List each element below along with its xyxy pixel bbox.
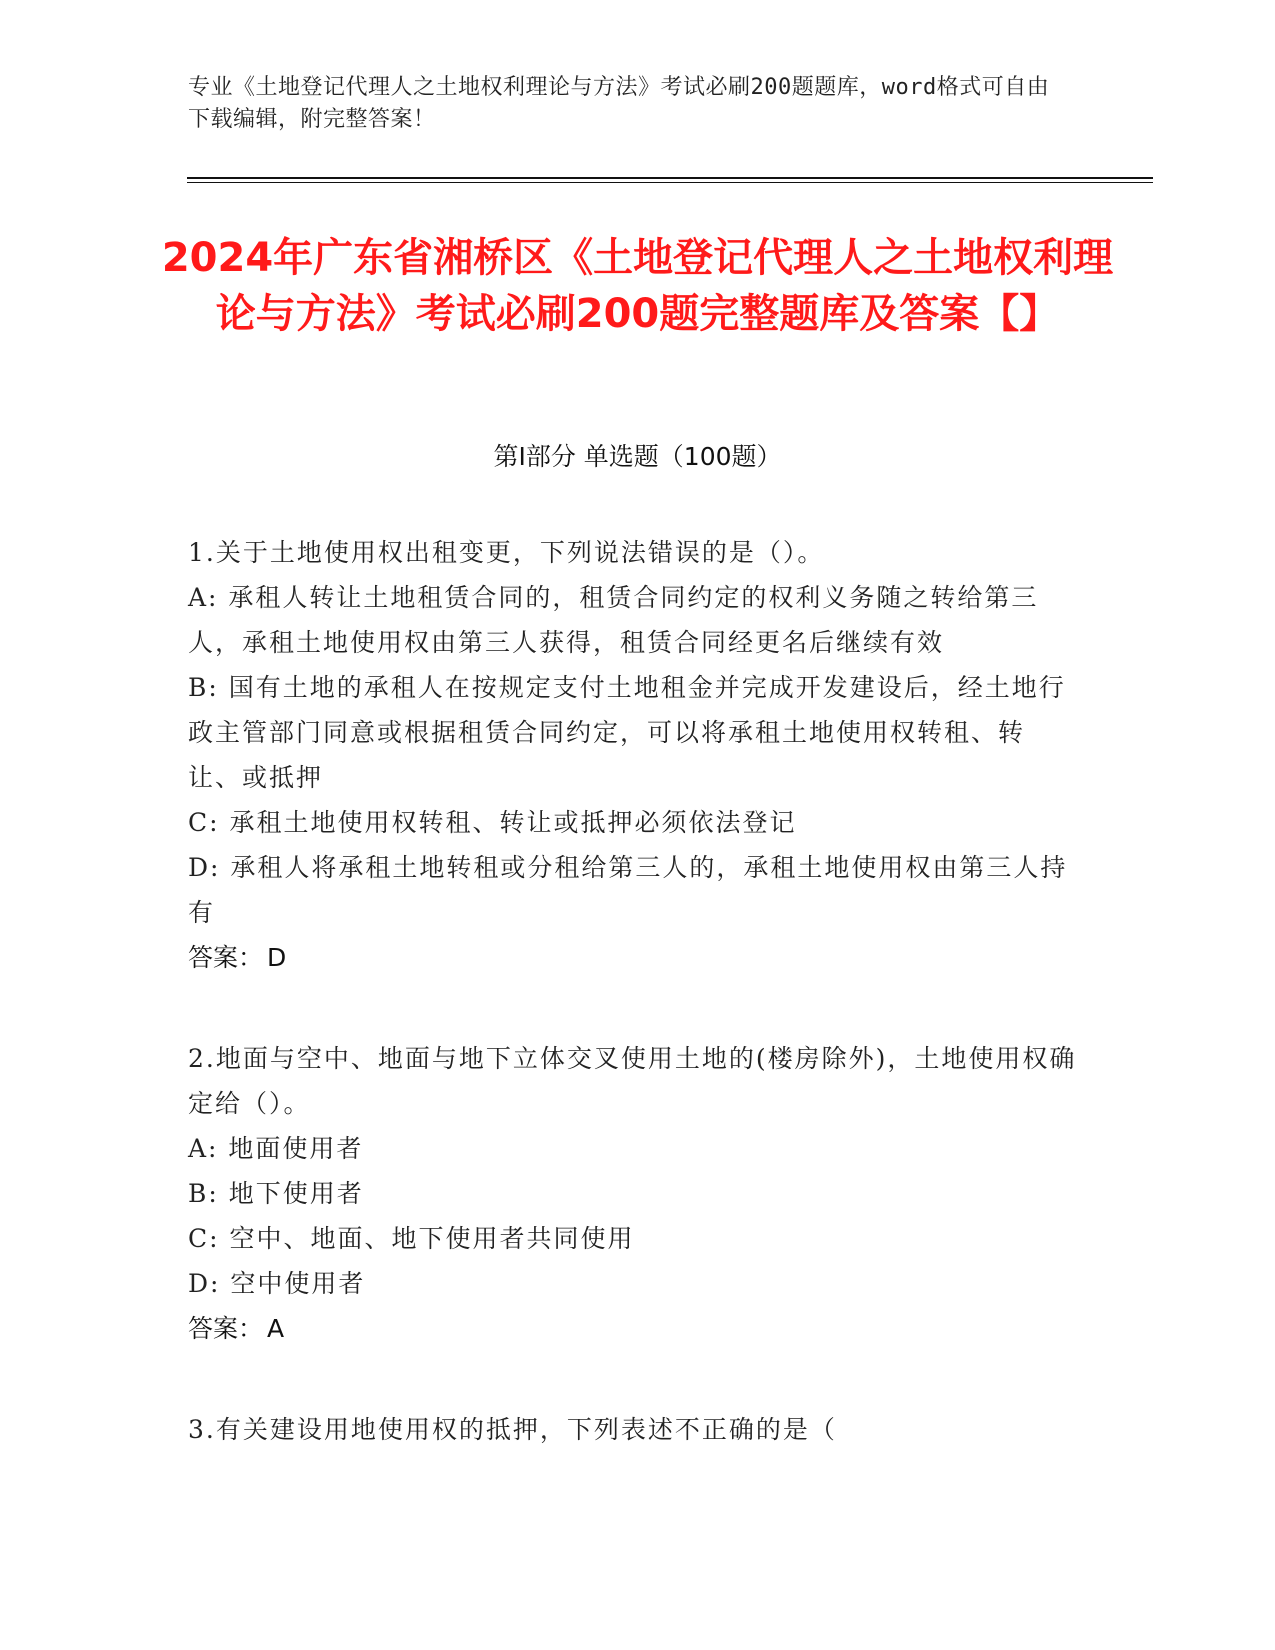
question-3 bbox=[188, 1407, 1078, 1452]
question-1 bbox=[188, 530, 1078, 980]
answer-value: D bbox=[267, 943, 287, 972]
header-divider-thick bbox=[187, 177, 1153, 179]
answer-line bbox=[188, 1306, 1078, 1351]
section-title: 第Ⅰ部分 单选题（100题） bbox=[493, 442, 782, 471]
question-stem: 1.关于土地使用权出租变更，下列说法错误的是（）。 bbox=[188, 538, 825, 567]
option-c: C: 承租土地使用权转租、转让或抵押必须依法登记 bbox=[188, 808, 797, 837]
answer-label: 答案： bbox=[188, 1314, 264, 1343]
answer-line bbox=[188, 935, 1078, 980]
option-a: A: 地面使用者 bbox=[188, 1134, 364, 1163]
answer-value: A bbox=[267, 1314, 285, 1343]
option-b: B: 地下使用者 bbox=[188, 1179, 364, 1208]
header-divider-thin bbox=[187, 182, 1153, 183]
option-c: C: 空中、地面、地下使用者共同使用 bbox=[188, 1224, 635, 1253]
question-stem: 3.有关建设用地使用权的抵押，下列表述不正确的是（ bbox=[188, 1415, 837, 1444]
option-a: A: 承租人转让土地租赁合同的，租赁合同约定的权利义务随之转给第三人，承租土地使用权由第三人获得，租赁合同经更名后继续有效 bbox=[188, 583, 1039, 657]
option-d: D: 承租人将承租土地转租或分租给第三人的，承租土地使用权由第三人持有 bbox=[188, 853, 1068, 927]
document-title: 2024年广东省湘桥区《土地登记代理人之土地权利理论与方法》考试必刷200题完整题库及答案【】 bbox=[161, 235, 1114, 337]
header-note: 专业《土地登记代理人之土地权利理论与方法》考试必刷200题题库，word格式可自由下载编辑，附完整答案！ bbox=[188, 75, 1050, 132]
answer-label: 答案： bbox=[188, 943, 264, 972]
option-b: B: 国有土地的承租人在按规定支付土地租金并完成开发建设后，经土地行政主管部门同意或根据租赁合同约定，可以将承租土地使用权转租、转让、或抵押 bbox=[188, 673, 1066, 792]
option-d: D: 空中使用者 bbox=[188, 1269, 366, 1298]
question-list bbox=[188, 530, 1078, 1508]
question-stem: 2.地面与空中、地面与地下立体交叉使用土地的(楼房除外)，土地使用权确定给（）。 bbox=[188, 1044, 1077, 1118]
question-2 bbox=[188, 1036, 1078, 1351]
